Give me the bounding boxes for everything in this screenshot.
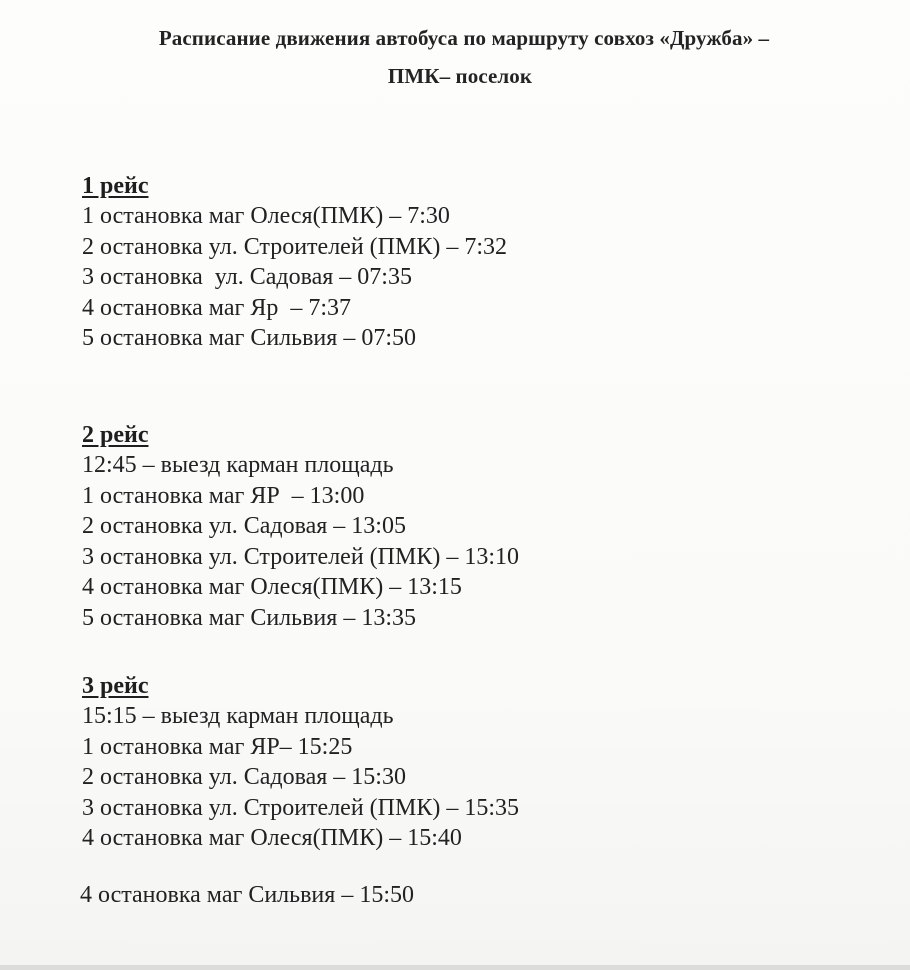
schedule-line: 1 остановка маг ЯР– 15:25 xyxy=(82,733,353,760)
schedule-line: 4 остановка маг Олеся(ПМК) – 15:40 xyxy=(82,825,462,851)
schedule-line: 4 остановка маг Яр – 7:37 xyxy=(82,294,352,321)
schedule-line: 15:15 – выезд карман площадь xyxy=(82,703,394,729)
trip-1-stop-list xyxy=(82,201,507,354)
document-title-line-2: ПМК– поселок xyxy=(387,64,533,88)
schedule-line: 4 остановка маг Олеся(ПМК) – 13:15 xyxy=(82,574,462,600)
trip-2-heading: 2 рейс xyxy=(82,422,149,448)
document-title-line-1: Расписание движения автобуса по маршруту совхоз «Дружба» – xyxy=(158,26,770,50)
schedule-line: 3 остановка ул. Строителей (ПМК) – 15:35 xyxy=(82,794,519,821)
schedule-line: 3 остановка ул. Строителей (ПМК) – 13:10 xyxy=(82,543,519,570)
schedule-line: 5 остановка маг Сильвия – 07:50 xyxy=(82,325,416,351)
schedule-line: 2 остановка ул. Садовая – 13:05 xyxy=(82,513,406,539)
schedule-line: 5 остановка маг Сильвия – 13:35 xyxy=(82,604,416,631)
schedule-line: 3 остановка ул. Садовая – 07:35 xyxy=(82,264,412,290)
schedule-line: 2 остановка ул. Строителей (ПМК) – 7:32 xyxy=(82,233,507,260)
page-bottom-edge xyxy=(0,965,910,970)
trip-3-final-line: 4 остановка маг Сильвия – 15:50 xyxy=(80,882,414,908)
trip-3-heading: 3 рейс xyxy=(82,673,149,699)
schedule-line: 12:45 – выезд карман площадь xyxy=(82,452,394,478)
trip-2-section xyxy=(82,420,519,633)
trip-3-stop-list xyxy=(82,701,519,854)
trip-1-section xyxy=(82,171,507,354)
trip-3-section xyxy=(82,671,519,854)
trip-1-heading: 1 рейс xyxy=(82,173,149,199)
schedule-line: 1 остановка маг Олеся(ПМК) – 7:30 xyxy=(82,203,450,229)
schedule-line: 2 остановка ул. Садовая – 15:30 xyxy=(82,764,406,790)
schedule-line: 1 остановка маг ЯР – 13:00 xyxy=(82,482,365,509)
trip-2-stop-list xyxy=(82,450,519,633)
